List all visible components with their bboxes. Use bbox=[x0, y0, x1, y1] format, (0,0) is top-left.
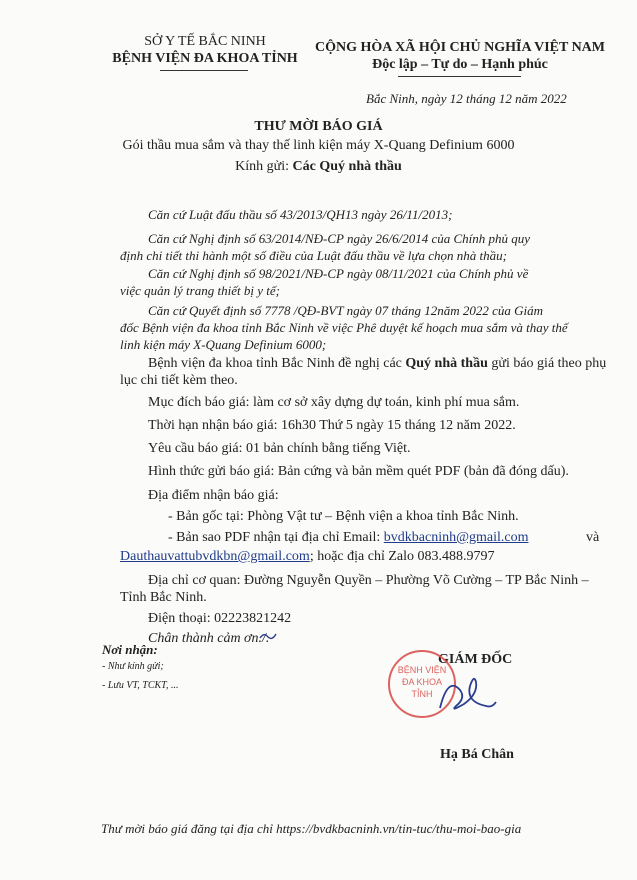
org-name: BỆNH VIỆN ĐA KHOA TỈNH bbox=[112, 51, 298, 66]
zalo-contact: ; hoặc địa chỉ Zalo 083.488.9797 bbox=[309, 549, 495, 564]
initial-mark bbox=[258, 628, 278, 642]
address-line-1: Địa chỉ cơ quan: Đường Nguyễn Quyền – Phường Võ Cường – TP Bắc Ninh – bbox=[148, 573, 589, 588]
greeting-target: Các Quý nhà thầu bbox=[292, 159, 402, 174]
thanks: Chân thành cảm ơn./. bbox=[148, 631, 270, 646]
motto: Độc lập – Tự do – Hạnh phúc bbox=[372, 57, 548, 72]
email-link-1[interactable]: bvdkbacninh@gmail.com bbox=[383, 530, 529, 545]
legal-basis-3a: Căn cứ Nghị định số 98/2021/NĐ-CP ngày 08/11/2021 của Chính phủ về bbox=[148, 266, 529, 281]
purpose: Mục đích báo giá: làm cơ sở xây dựng dự toán, kinh phí mua sắm. bbox=[148, 395, 520, 410]
intro-text-b: gửi báo giá theo phụ bbox=[487, 356, 607, 371]
signer-role: GIÁM ĐỐC bbox=[438, 652, 513, 667]
legal-basis-4a: Căn cứ Quyết định số 7778 /QĐ-BVT ngày 07 tháng 12năm 2022 của Giám bbox=[148, 303, 544, 318]
copy-location-2 bbox=[120, 548, 495, 566]
submission-format: Hình thức gửi báo giá: Bản cứng và bản mềm quét PDF (bản đã đóng dấu). bbox=[148, 464, 569, 479]
seal-text-1: BỆNH VIỆN bbox=[397, 665, 447, 675]
letter-title: THƯ MỜI BÁO GIÁ bbox=[254, 119, 383, 134]
seal-text-3: TỈNH bbox=[411, 689, 433, 699]
letter-subject: Gói thầu mua sắm và thay thế linh kiện máy X-Quang Definium 6000 bbox=[122, 138, 515, 153]
original-location: - Bản gốc tại: Phòng Vật tư – Bệnh viện a khoa tỉnh Bắc Ninh. bbox=[168, 509, 519, 524]
signature-mark bbox=[430, 668, 500, 718]
intro-line-1 bbox=[148, 355, 606, 373]
legal-basis-2a: Căn cứ Nghị định số 63/2014/NĐ-CP ngày 26/6/2014 của Chính phủ quy bbox=[148, 231, 531, 246]
intro-text-a: Bệnh viện đa khoa tỉnh Bắc Ninh đề nghị các bbox=[148, 356, 406, 371]
seal-text-2: ĐA KHOA bbox=[401, 677, 442, 687]
recipient-1: - Như kính gửi; bbox=[102, 661, 164, 672]
issue-date: Bắc Ninh, ngày 12 tháng 12 năm 2022 bbox=[366, 91, 567, 106]
intro-text-bold: Quý nhà thầu bbox=[405, 356, 488, 371]
legal-basis-3b: việc quản lý trang thiết bị y tế; bbox=[120, 283, 280, 298]
recipient-2: - Lưu VT, TCKT, ... bbox=[102, 680, 179, 691]
nation-title: CỘNG HÒA XÃ HỘI CHỦ NGHĨA VIỆT NAM bbox=[314, 40, 605, 55]
recipients-label: Nơi nhận: bbox=[102, 642, 158, 657]
email-link-2[interactable]: Dauthauvattubvdkbn@gmail.com bbox=[120, 549, 310, 564]
copy-and: và bbox=[586, 530, 600, 545]
address-line-2: Tỉnh Bắc Ninh. bbox=[120, 590, 207, 605]
greeting bbox=[0, 158, 637, 176]
org-parent: SỞ Y TẾ BẮC NINH bbox=[144, 34, 266, 49]
deadline: Thời hạn nhận báo giá: 16h30 Thứ 5 ngày 15 tháng 12 năm 2022. bbox=[148, 418, 516, 433]
greeting-prefix: Kính gửi: bbox=[235, 159, 293, 174]
legal-basis-4b: đốc Bệnh viện đa khoa tỉnh Bắc Ninh về việc Phê duyệt kế hoạch mua sắm và thay thế bbox=[120, 320, 568, 335]
location-label: Địa điểm nhận báo giá: bbox=[148, 488, 279, 503]
legal-basis-1: Căn cứ Luật đấu thầu số 43/2013/QH13 ngày 26/11/2013; bbox=[148, 207, 453, 222]
copy-prefix: - Bản sao PDF nhận tại địa chỉ Email: bbox=[168, 530, 384, 545]
org-underline bbox=[160, 70, 248, 71]
phone: Điện thoại: 02223821242 bbox=[148, 611, 292, 626]
signer-name: Hạ Bá Chân bbox=[440, 747, 514, 762]
motto-underline bbox=[398, 76, 521, 77]
footer-note: Thư mời báo giá đăng tại địa chỉ https://bvdkbacninh.vn/tin-tuc/thu-moi-bao-gia bbox=[101, 821, 522, 836]
requirement: Yêu cầu báo giá: 01 bản chính bằng tiếng Việt. bbox=[148, 441, 411, 456]
intro-line-2: lục chi tiết kèm theo. bbox=[120, 373, 238, 388]
legal-basis-4c: linh kiện máy X-Quang Definium 6000; bbox=[120, 337, 327, 352]
legal-basis-2b: định chi tiết thi hành một số điều của Luật đấu thầu về lựa chọn nhà thầu; bbox=[120, 248, 507, 263]
copy-location bbox=[168, 529, 529, 547]
